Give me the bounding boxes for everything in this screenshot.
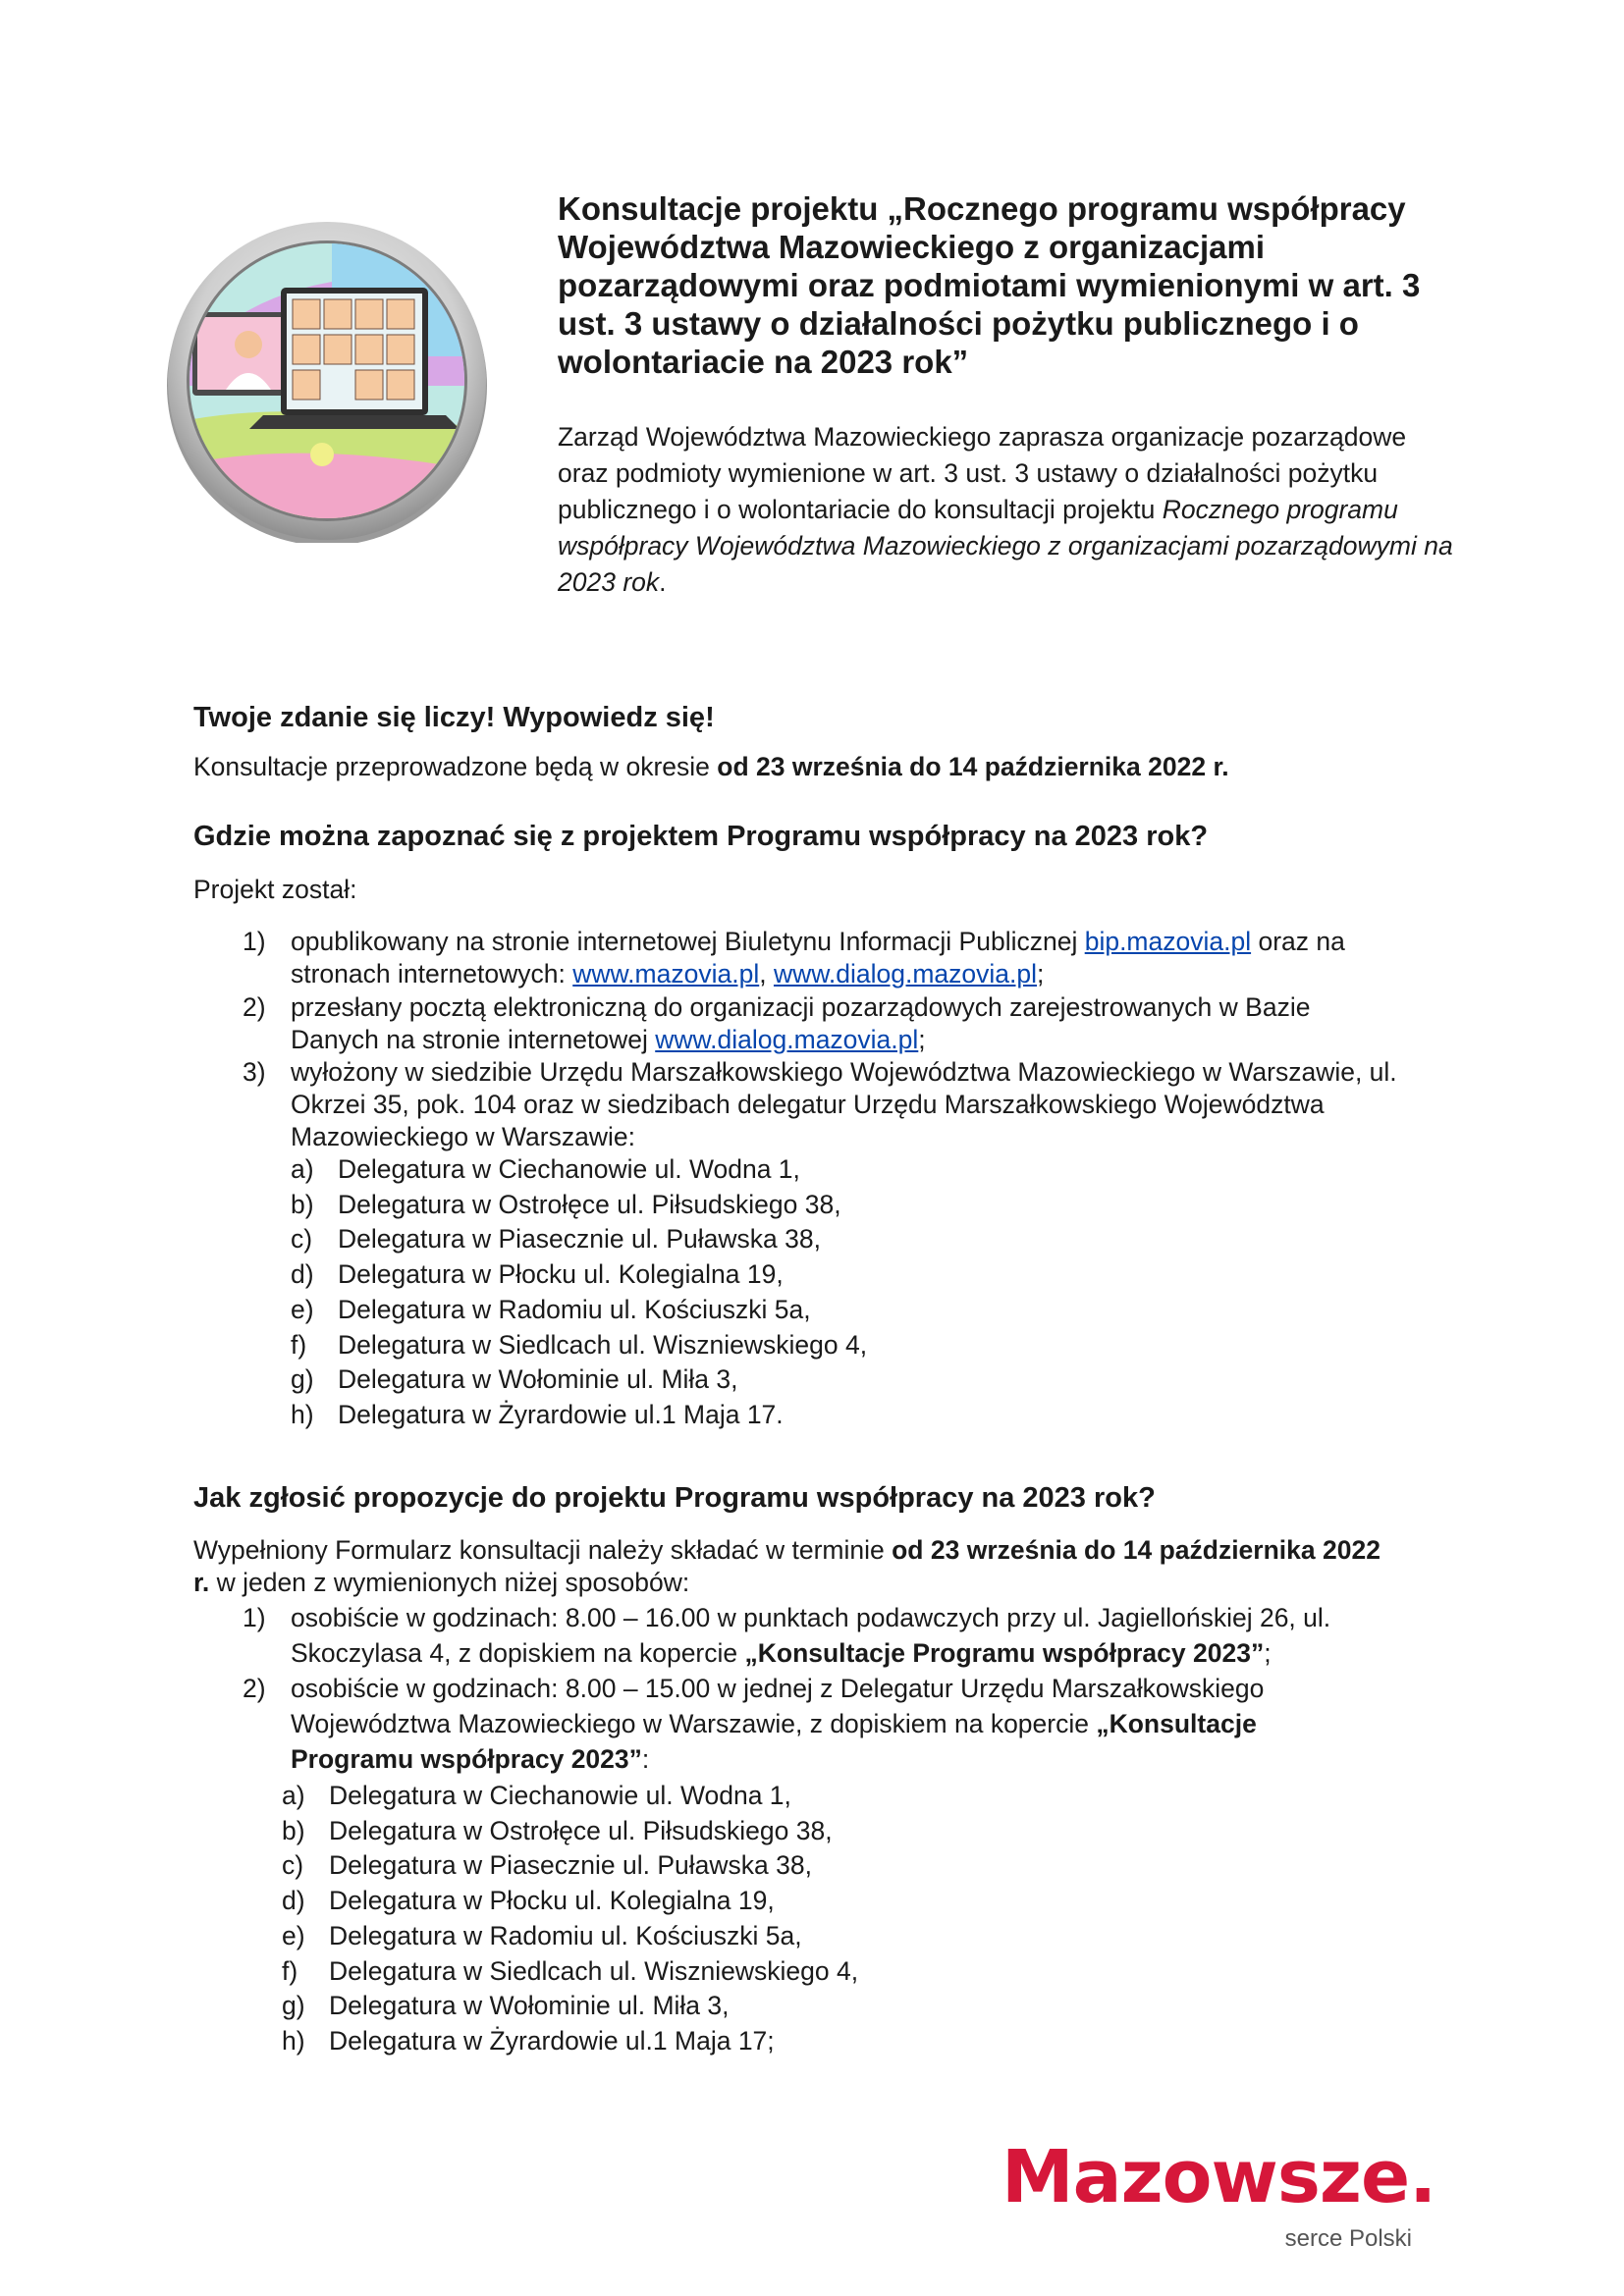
consultation-period-dates: od 23 września do 14 października 2022 r. [717,752,1229,781]
list-item [243,1671,1421,1777]
text-span: opublikowany na stronie internetowej Biuletynu Informacji Publicznej [291,927,1085,956]
list-item [243,926,1421,990]
submission-dates: od 23 września do 14 października 2022 r. [193,1535,1380,1597]
list-item [291,1398,1174,1433]
consultation-period-text: Konsultacje przeprowadzone będą w okresie [193,752,718,781]
list-item [243,1600,1421,1671]
list-item-text: Delegatura w Radomiu ul. Kościuszki 5a, [338,1294,811,1324]
bip-link[interactable]: bip.mazovia.pl [1084,927,1252,956]
list-item-text: Delegatura w Ostrołęce ul. Piłsudskiego 38, [329,1815,833,1845]
list-item-letter: g) [291,1364,314,1395]
list-item [291,1293,1174,1328]
list-item-text: Delegatura w Żyrardowie ul.1 Maja 17. [338,1399,784,1429]
list-item [291,1152,1174,1188]
video-conference-illustration [165,219,489,543]
list-item [282,2024,1165,2059]
list-item-text: Delegatura w Radomiu ul. Kościuszki 5a, [329,1920,802,1950]
intro-end: . [659,567,667,597]
text-span: Wypełniony Formularz konsultacji należy składać w terminie [193,1535,893,1565]
list-item-text: Delegatura w Wołominie ul. Miła 3, [329,1991,730,2021]
list-item-number: 2) [243,992,266,1022]
mazowsze-logo [1001,2135,1434,2263]
list-item-text: Delegatura w Ostrołęce ul. Piłsudskiego 38, [338,1189,841,1219]
submission-lead [193,1534,1401,1599]
list-item [243,991,1421,1056]
list-item-letter: b) [282,1815,305,1845]
list-item [243,1056,1421,1153]
list-item [291,1222,1174,1257]
list-item [291,1362,1174,1398]
list-item-text [291,1600,1420,1671]
list-item [291,1257,1174,1293]
intro-paragraph [558,419,1461,601]
list-item-text [291,1671,1322,1777]
list-item-letter: c) [282,1850,304,1881]
mazovia-link[interactable]: www.mazovia.pl [572,959,760,988]
text-span: ; [1264,1638,1272,1668]
section-heading-opinion: Twoje zdanie się liczy! Wypowiedz się! [193,702,715,733]
section-heading-how: Jak zgłosić propozycje do projektu Programu współpracy na 2023 rok? [193,1482,1156,1514]
list-item-text: Delegatura w Ciechanowie ul. Wodna 1, [338,1154,800,1184]
list-item-text [291,991,1322,1056]
list-item-text: Delegatura w Piasecznie ul. Puławska 38, [338,1224,821,1255]
list-item [282,1989,1165,2024]
list-item-text: Delegatura w Ciechanowie ul. Wodna 1, [329,1781,791,1810]
list-item-text: Delegatura w Żyrardowie ul.1 Maja 17; [329,2025,775,2056]
section-heading-where: Gdzie można zapoznać się z projektem Programu współpracy na 2023 rok? [193,821,1209,852]
intro-program-title: Rocznego programu współpracy Województwa Mazowieckiego z organizacjami pozarządowymi na 2023 rok [558,495,1453,597]
list-item-letter: e) [282,1920,305,1950]
list-item [282,1848,1165,1884]
list-item [291,1188,1174,1223]
list-item-number: 1) [243,927,266,956]
list-item-letter: h) [291,1399,314,1429]
list-item-text: Delegatura w Siedlcach ul. Wiszniewskiego 4, [338,1329,868,1360]
list-item-number: 1) [243,1603,266,1632]
list-item-letter: d) [291,1259,314,1290]
list-item-letter: f) [291,1329,307,1360]
list-item-letter: a) [291,1154,314,1184]
list-item [282,1779,1165,1814]
list-item-letter: f) [282,1955,298,1986]
list-item-letter: d) [282,1886,305,1916]
text-span: przesłany pocztą elektroniczną do organizacji pozarządowych zarejestrowanych w Bazie Danych na stronie internetowej [291,992,1311,1054]
text-span: ; [1037,959,1045,988]
consultation-period [193,751,1401,783]
dialog-link[interactable]: www.dialog.mazovia.pl [655,1025,919,1054]
list-item-text: Delegatura w Wołominie ul. Miła 3, [338,1364,738,1395]
list-item [282,1919,1165,1954]
list-item-text: wyłożony w siedzibie Urzędu Marszałkowskiego Województwa Mazowieckiego w Warszawie, ul. Okrzei 35, pok. 104 oraz w siedzibach delegatur Urzędu Marszałkowskiego Województwa Mazowieckiego w Warszawie: [291,1057,1397,1151]
list-item-text: Delegatura w Płocku ul. Kolegialna 19, [338,1259,784,1290]
list-item-letter: h) [282,2025,305,2056]
delegatury-list [291,1152,1174,1433]
delegatury-list [282,1779,1165,2059]
list-item-number: 2) [243,1674,266,1703]
text-span: , [759,959,774,988]
text-span: oraz na stronach internetowych: [291,927,1345,988]
logo-wordmark: Mazowsze. [1001,2135,1436,2219]
list-item [282,1954,1165,1990]
intro-text: Zarząd Województwa Mazowieckiego zaprasza organizacje pozarządowe oraz podmioty wymienione w art. 3 ust. 3 ustawy o działalności pożytku publicznego i o wolontariacie do konsultacji projektu [558,422,1407,524]
document-title: Konsultacje projektu „Rocznego programu współpracy Województwa Mazowieckiego z organizacjami pozarządowymi oraz podmiotami wymienionymi w art. 3 ust. 3 ustawy o działalności pożytku publicznego i o wolontariacie na 2023 rok” [558,190,1421,380]
logo-tagline: serce Polski [1284,2225,1412,2252]
text-span: osobiście w godzinach: 8.00 – 16.00 w punktach podawczych przy ul. Jagiellońskiej 26, ul. Skoczylasa 4, z dopiskiem na kopercie [291,1603,1331,1668]
list-item-letter: b) [291,1189,314,1219]
list-item-text: Delegatura w Piasecznie ul. Puławska 38, [329,1850,812,1881]
list-item-number: 3) [243,1057,266,1087]
envelope-note: „Konsultacje Programu współpracy 2023” [744,1638,1265,1668]
list-item-text: Delegatura w Płocku ul. Kolegialna 19, [329,1886,775,1916]
list-item-letter: c) [291,1224,313,1255]
list-item-text: Delegatura w Siedlcach ul. Wiszniewskiego 4, [329,1955,859,1986]
list-item-letter: e) [291,1294,314,1324]
text-span: ; [918,1025,926,1054]
list-item [282,1884,1165,1919]
list-item-letter: g) [282,1991,305,2021]
list-item [291,1328,1174,1363]
project-lead: Projekt został: [193,875,357,904]
text-span: w jeden z wymienionych niżej sposobów: [209,1568,690,1597]
envelope-note: „Konsultacje Programu współpracy 2023” [291,1709,1257,1774]
list-item-text [291,926,1420,990]
text-span: : [641,1744,650,1774]
list-item-letter: a) [282,1781,305,1810]
dialog-link[interactable]: www.dialog.mazovia.pl [773,959,1038,988]
list-item [282,1814,1165,1849]
text-span: osobiście w godzinach: 8.00 – 15.00 w jednej z Delegatur Urzędu Marszałkowskiego Województwa Mazowieckiego w Warszawie, z dopiskiem na kopercie [291,1674,1265,1738]
